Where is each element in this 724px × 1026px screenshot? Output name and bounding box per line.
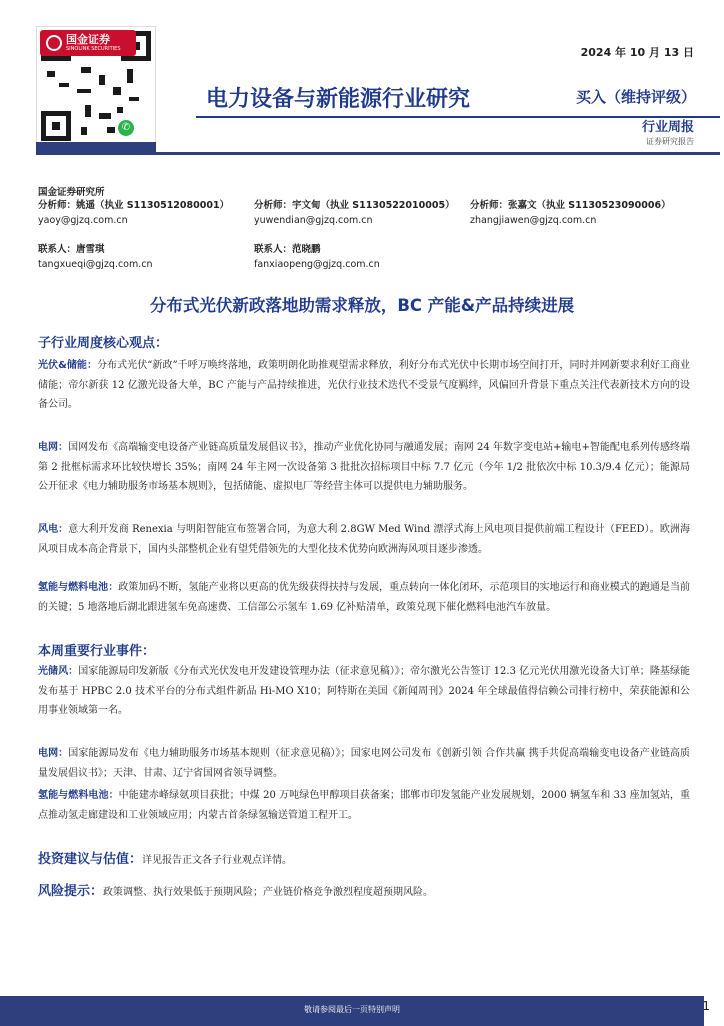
paragraph-label: 氢能与燃料电池： (38, 582, 119, 593)
report-date: 2024 年 10 月 13 日 (580, 46, 694, 59)
paragraph-text: 分布式光伏“新政”千呼万唤终落地，政策明朗化助推观望需求释放，利好分布式光伏中长期市场空间打开，同时并网新要求利好工商业储能；帝尔新获 12 亿激光设备大单，BC 产能与产品持续推进，光伏行业技术迭代不受景气度羁绊，风偏回升背景下重点关注代表新技术方向的设备公司。 (38, 360, 690, 410)
risk-label: 风险提示： (38, 884, 104, 899)
paragraph-text: 国家能源局印发新版《分布式光伏发电开发建设管理办法（征求意见稿）》；帝尔激光公告签订 12.3 亿元光伏用激光设备大订单；隆基绿能发布基于 HPBC 2.0 技术平台的分布式组件新品 Hi-MO X10；阿特斯在美国《新闻周刊》2024 年全球最值得信赖公司排行榜中，荣获能源和公用事业领域第一名。 (38, 666, 691, 716)
analyst-email[interactable]: yaoy@gjzq.com.cn (38, 215, 128, 226)
analyst-email[interactable]: zhangjiawen@gjzq.com.cn (470, 215, 597, 226)
paragraph-text: 中能建赤峰绿氨项目获批；中煤 20 万吨绿色甲醇项目获备案；邯郸市印发氢能产业发展规划，2000 辆氢车和 33 座加氢站，重点推动氢走廊建设和工业领域应用；内蒙古首条绿氢输送管道工程开工。 (38, 790, 690, 821)
core-paragraph-wind (38, 520, 690, 559)
event-paragraph-grid (38, 744, 690, 783)
paragraph-label: 电网： (38, 442, 69, 453)
report-type: 行业周报 (641, 120, 694, 135)
core-paragraph-hydrogen (38, 578, 690, 617)
contact-email[interactable]: fanxiaopeng@gjzq.com.cn (254, 259, 380, 270)
investment-label: 投资建议与估值： (38, 852, 143, 867)
core-paragraph-grid (38, 438, 690, 497)
paragraph-label: 光储风： (38, 666, 79, 677)
risk-warning (38, 880, 433, 899)
core-paragraph-pv (38, 356, 690, 415)
paragraph-label: 电网： (38, 748, 69, 759)
core-section-title: 子行业周度核心观点： (38, 336, 169, 351)
paragraph-label: 氢能与燃料电池： (38, 790, 119, 801)
paragraph-label: 风电： (38, 524, 69, 535)
paragraph-label: 光伏&储能： (38, 360, 98, 371)
logo-name-en: SINOLINK SECURITIES (66, 46, 121, 52)
page-number: 1 (702, 999, 710, 1013)
risk-text: 政策调整、执行效果低于预期风险；产业链价格竞争激烈程度超预期风险。 (103, 887, 434, 898)
analyst-card (470, 198, 671, 228)
analyst-email[interactable]: yuwendian@gjzq.com.cn (254, 215, 373, 226)
investment-advice (38, 848, 292, 867)
contact-name: 联系人：范晓鹏 (254, 244, 321, 255)
event-paragraph-hydrogen (38, 786, 690, 825)
research-institute: 国金证券研究所 (38, 187, 105, 198)
event-paragraph-pv (38, 662, 690, 721)
paragraph-text: 国家能源局发布《电力辅助服务市场基本规则（征求意见稿）》；国家电网公司发布《创新引领 合作共赢 携手共促高端输变电设备产业链高质量发展倡议书》；天津、甘肃、辽宁省国网省领导调整。 (38, 748, 691, 779)
investment-text: 详见报告正文各子行业观点详情。 (142, 855, 293, 866)
events-section-title: 本周重要行业事件： (38, 644, 156, 659)
company-logo (40, 30, 136, 56)
header-rule (36, 152, 720, 155)
rating-label: 买入（维持评级） (576, 88, 697, 106)
paragraph-text: 国网发布《高端输变电设备产业链高质量发展倡议书》，推动产业优化协同与融通发展；南网 24 年数字变电站+输电+智能配电系列传感终端第 2 批框标需求环比较快增长 35%；南网 24 年主网一次设备第 3 批批次招标项目中标 7.7 亿元（今年 1/2 批依次中标 10.3/9.4 亿元）；能源局公开征求《电力辅助服务市场基本规则》，包括储能、虚拟电厂等经营主体可以提供电力辅助服务。 (38, 442, 691, 492)
analyst-name: 分析师：张嘉文（执业 S1130523090006） (470, 200, 671, 211)
wechat-icon: ✆ (118, 120, 134, 136)
analyst-card (254, 198, 455, 228)
paragraph-text: 政策加码不断，氢能产业将以更高的优先级获得扶持与发展，重点转向一体化闭环，示范项目的实地运行和商业模式的跑通是当前的关键；5 地落地后湖北跟进氢车免高速费、工信部公示氢车 1.69 亿补贴清单，政策兑现下催化燃料电池汽车放量。 (38, 582, 690, 613)
logo-name: 国金证券 (66, 33, 110, 46)
report-headline: 分布式光伏新政落地助需求释放，BC 产能&产品持续进展 (149, 296, 575, 315)
contact-card (254, 242, 380, 272)
analyst-name: 分析师：宇文甸（执业 S1130522010005） (254, 200, 455, 211)
report-title: 电力设备与新能源行业研究 (206, 87, 471, 112)
contact-name: 联系人：唐雪琪 (38, 244, 105, 255)
contact-card (38, 242, 153, 272)
research-label: 证券研究报告 (646, 137, 694, 146)
paragraph-text: 意大利开发商 Renexia 与明阳智能宣布签署合同，为意大利 2.8GW Med Wind 漂浮式海上风电项目提供前端工程设计（FEED）。欧洲海风项目成本高企背景下，国内头部整机企业有望凭借领先的大型化技术优势向欧洲海风项目逐步渗透。 (38, 524, 691, 555)
analyst-name: 分析师：姚遥（执业 S1130512080001） (38, 200, 230, 211)
logo-icon (46, 35, 62, 51)
contact-email[interactable]: tangxueqi@gjzq.com.cn (38, 259, 153, 270)
header-accent-bar (36, 142, 156, 152)
analyst-card (38, 198, 229, 228)
footer-disclaimer: 敬请参阅最后一页特别声明 (304, 1005, 400, 1014)
